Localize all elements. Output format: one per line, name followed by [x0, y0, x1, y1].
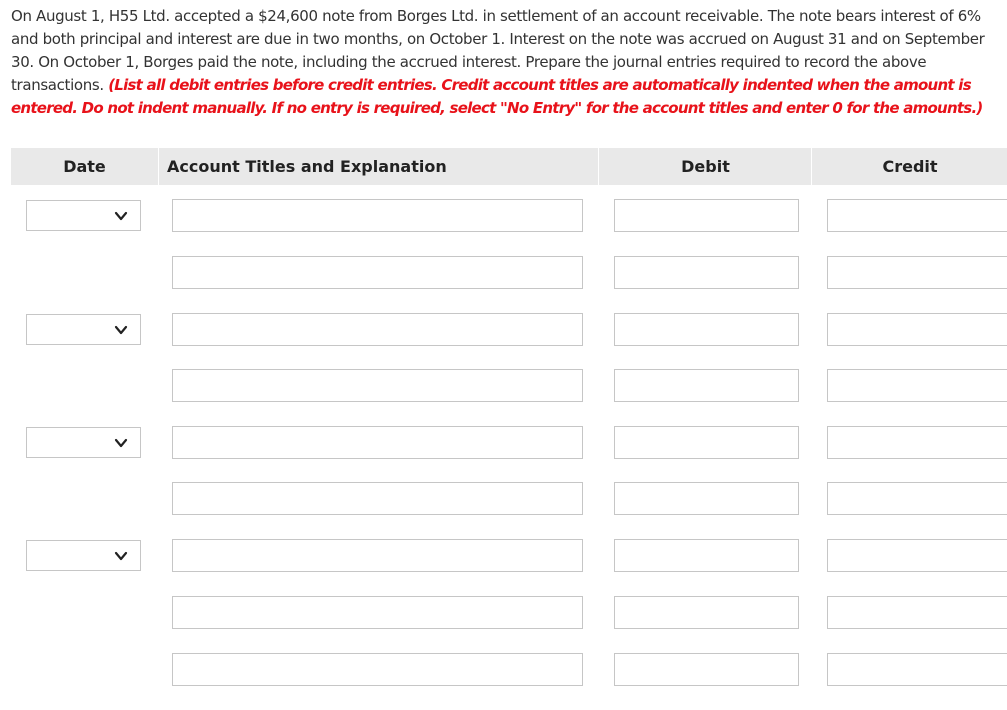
account-title-input[interactable] — [172, 369, 583, 402]
credit-input[interactable] — [827, 256, 1007, 289]
chevron-down-icon — [114, 549, 128, 563]
journal-row — [0, 653, 1007, 687]
account-title-input[interactable] — [172, 256, 583, 289]
header-account-titles: Account Titles and Explanation — [167, 157, 447, 176]
journal-row — [0, 426, 1007, 460]
credit-input[interactable] — [827, 653, 1007, 686]
debit-input[interactable] — [614, 369, 799, 402]
credit-input[interactable] — [827, 596, 1007, 629]
header-date: Date — [63, 157, 106, 176]
chevron-down-icon — [114, 436, 128, 450]
account-title-input[interactable] — [172, 596, 583, 629]
journal-row — [0, 313, 1007, 347]
journal-table-header — [11, 148, 1007, 185]
debit-input[interactable] — [614, 596, 799, 629]
debit-input[interactable] — [614, 256, 799, 289]
header-debit: Debit — [681, 157, 730, 176]
header-divider — [811, 148, 812, 185]
account-title-input[interactable] — [172, 653, 583, 686]
header-divider — [158, 148, 159, 185]
account-title-input[interactable] — [172, 426, 583, 459]
account-title-input[interactable] — [172, 482, 583, 515]
credit-input[interactable] — [827, 313, 1007, 346]
journal-row — [0, 539, 1007, 573]
journal-row — [0, 482, 1007, 516]
journal-row — [0, 256, 1007, 290]
credit-input[interactable] — [827, 482, 1007, 515]
account-title-input[interactable] — [172, 199, 583, 232]
header-divider — [598, 148, 599, 185]
chevron-down-icon — [114, 323, 128, 337]
question-body: On August 1, H55 Ltd. accepted a $24,600 note from Borges Ltd. in settlement of an account receivable. The note bears interest of 6% and both principal and interest are due in two months, on October 1. Interest on the note was accrued on August 31 and on September 30. On October 1, Borges paid the note, including the accrued interest. Prepare the journal entries required to record the above transactions. — [11, 7, 985, 94]
journal-row — [0, 199, 1007, 233]
debit-input[interactable] — [614, 482, 799, 515]
question-instructions: (List all debit entries before credit entries. Credit account titles are automatically indented when the amount is entered. Do not indent manually. If no entry is required, select "No Entry" for the account titles and enter 0 for the amounts.) — [11, 76, 983, 117]
debit-input[interactable] — [614, 653, 799, 686]
journal-row — [0, 596, 1007, 630]
journal-row — [0, 369, 1007, 403]
account-title-input[interactable] — [172, 539, 583, 572]
credit-input[interactable] — [827, 426, 1007, 459]
debit-input[interactable] — [614, 539, 799, 572]
credit-input[interactable] — [827, 539, 1007, 572]
account-title-input[interactable] — [172, 313, 583, 346]
question-text — [11, 5, 1007, 120]
chevron-down-icon — [114, 209, 128, 223]
debit-input[interactable] — [614, 199, 799, 232]
credit-input[interactable] — [827, 199, 1007, 232]
credit-input[interactable] — [827, 369, 1007, 402]
header-credit: Credit — [882, 157, 938, 176]
debit-input[interactable] — [614, 426, 799, 459]
debit-input[interactable] — [614, 313, 799, 346]
